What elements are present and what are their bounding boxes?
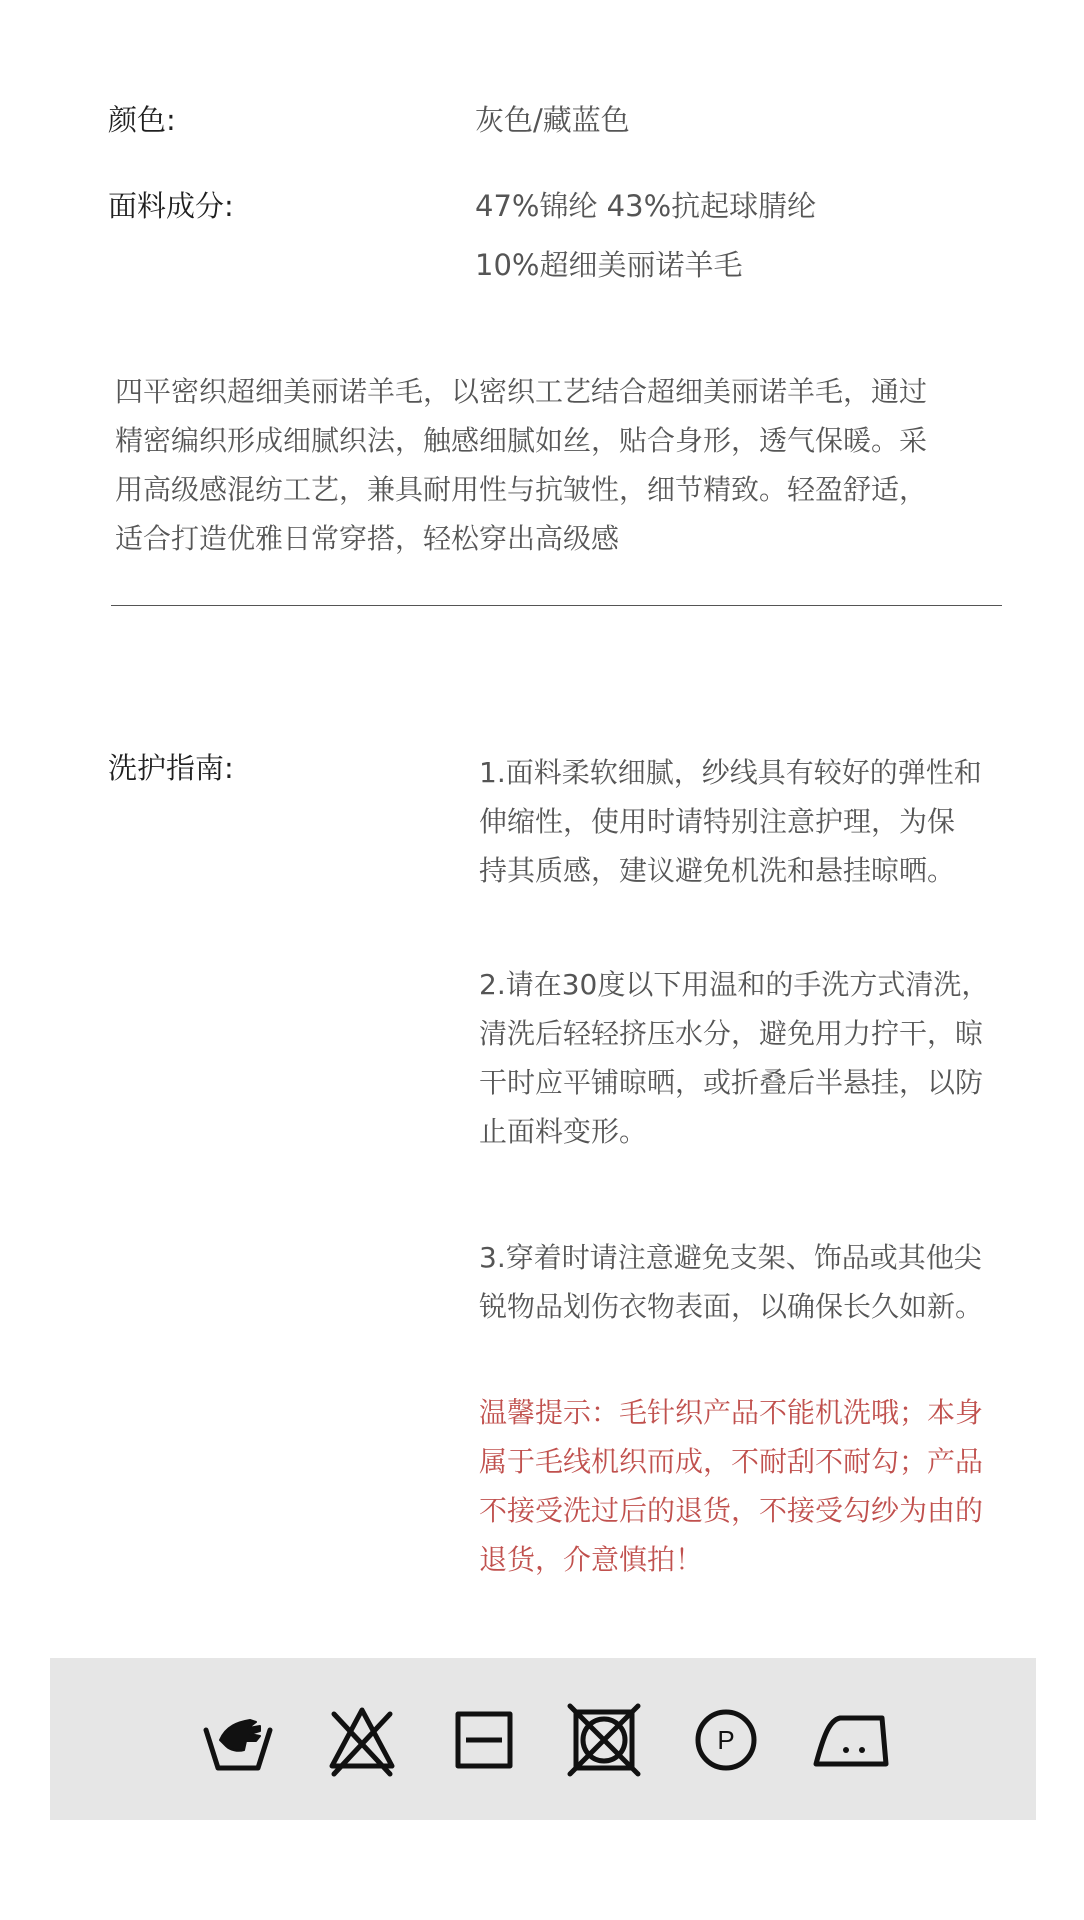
care-line: 锐物品划伤衣物表面，以确保长久如新。	[479, 1290, 984, 1323]
description-line: 四平密织超细美丽诺羊毛，以密织工艺结合超细美丽诺羊毛，通过	[115, 375, 928, 408]
professional-dry-clean-icon	[686, 1700, 766, 1780]
description-line: 用高级感混纺工艺，兼具耐用性与抗皱性，细节精致。轻盈舒适，	[115, 473, 928, 506]
care-line: 持其质感，建议避免机洗和悬挂晾晒。	[479, 854, 956, 887]
note-line: 不接受洗过后的退货，不接受勾纱为由的	[479, 1494, 984, 1527]
care-item-2	[479, 960, 989, 1156]
product-description	[115, 367, 1015, 563]
care-item-1	[479, 748, 982, 895]
do-not-tumble-dry-icon	[564, 1700, 644, 1780]
section-divider	[111, 605, 1002, 606]
description-line: 精密编织形成细腻织法，触感细腻如丝，贴合身形，透气保暖。采	[115, 424, 928, 457]
care-line: 清洗后轻轻挤压水分，避免用力拧干，晾	[479, 1017, 984, 1050]
care-line: 干时应平铺晾晒，或折叠后半悬挂，以防	[479, 1066, 984, 1099]
note-line: 退货，介意慎拍！	[479, 1543, 704, 1576]
care-line: 伸缩性，使用时请特别注意护理，为保	[479, 805, 956, 838]
care-label: 洗护指南:	[108, 751, 234, 785]
care-line: 2.请在30度以下用温和的手洗方式清洗，	[479, 968, 990, 1001]
care-line: 1.面料柔软细腻，纱线具有较好的弹性和	[479, 756, 982, 789]
do-not-bleach-icon	[322, 1700, 402, 1780]
fabric-label: 面料成分:	[108, 189, 234, 223]
care-line: 3.穿着时请注意避免支架、饰品或其他尖	[479, 1241, 982, 1274]
hand-wash-icon	[198, 1700, 278, 1780]
description-line: 适合打造优雅日常穿搭，轻松穿出高级感	[115, 522, 620, 555]
color-value: 灰色/藏蓝色	[475, 103, 630, 137]
note-line: 属于毛线机织而成，不耐刮不耐勾；产品	[479, 1445, 984, 1478]
fabric-line-1: 47%锦纶 43%抗起球腈纶	[475, 189, 817, 223]
note-line: 温馨提示：毛针织产品不能机洗哦；本身	[479, 1396, 984, 1429]
color-label: 颜色:	[108, 103, 176, 137]
svg-text:P: P	[717, 1725, 735, 1755]
dry-flat-icon	[444, 1700, 524, 1780]
care-line: 止面料变形。	[479, 1115, 648, 1148]
care-symbols-bar	[50, 1658, 1036, 1820]
iron-medium-heat-icon	[806, 1700, 896, 1780]
warm-reminder-note	[479, 1388, 983, 1584]
care-item-3	[479, 1233, 983, 1331]
fabric-line-2: 10%超细美丽诺羊毛	[475, 248, 743, 282]
